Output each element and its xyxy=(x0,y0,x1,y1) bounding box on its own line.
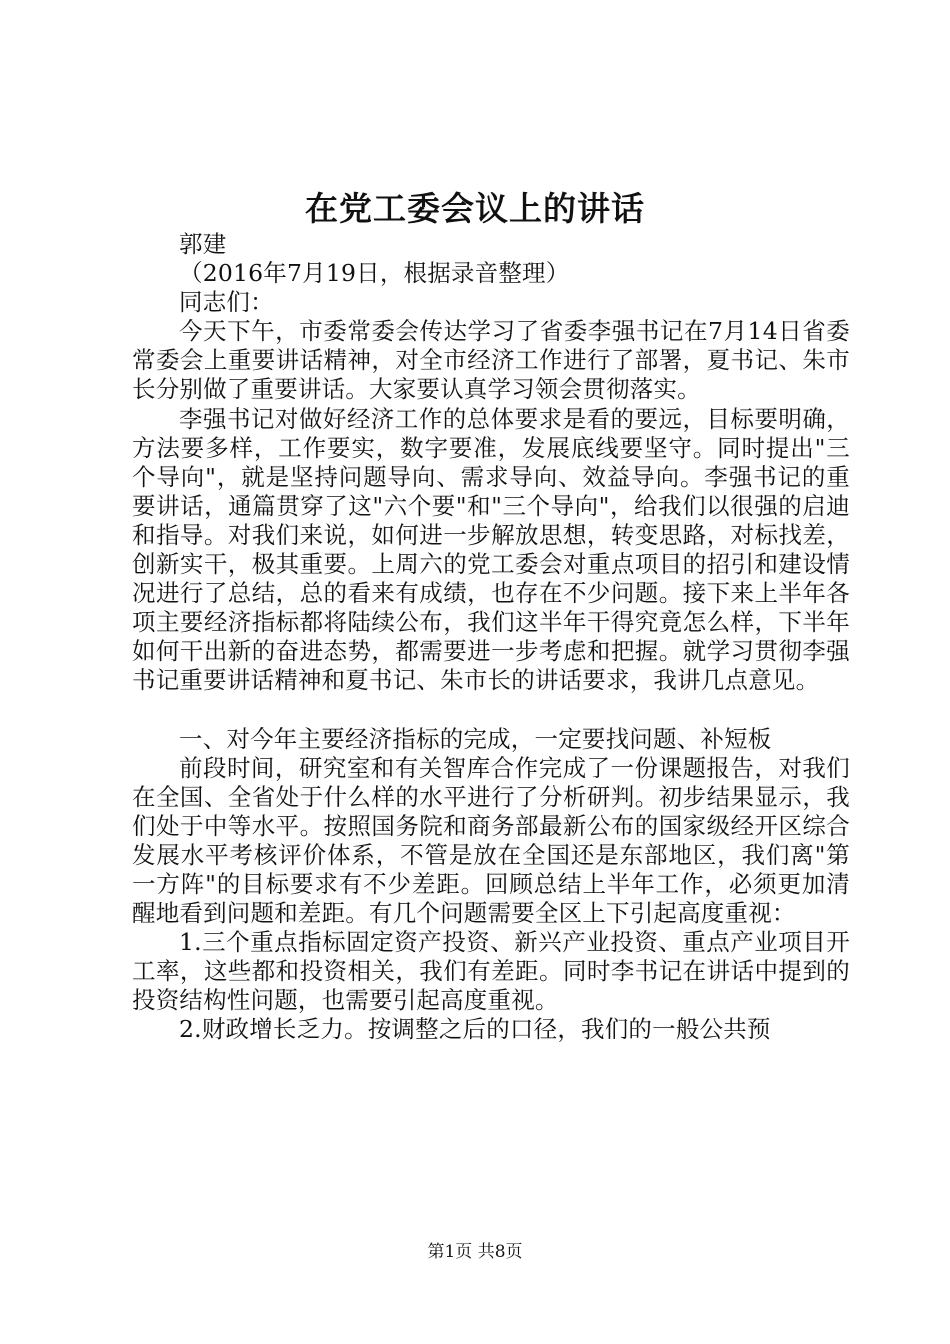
section-item-2: 2.财政增长乏力。按调整之后的口径，我们的一般公共预 xyxy=(179,1015,771,1044)
document-body xyxy=(132,230,850,1045)
date-note: （2016年7月19日，根据录音整理） xyxy=(179,259,570,288)
page-footer: 第1页 共8页 xyxy=(427,1242,523,1262)
paragraph-requirements: 李强书记对做好经济工作的总体要求是看的要远，目标要明确，方法要多样，工作要实，数字要准，发展底线要坚守。同时提出"三个导向"，就是坚持问题导向、需求导向、效益导向。李强书记的重要讲话，通篇贯穿了这"六个要"和"三个导向"，给我们以很强的启迪和指导。对我们来说，如何进一步解放思想，转变思路，对标找差，创新实干，极其重要。上周六的党工委会对重点项目的招引和建设情况进行了总结，总的看来有成绩，也存在不少问题。接下来上半年各项主要经济指标都将陆续公布，我们这半年干得究竟怎么样，下半年如何干出新的奋进态势，都需要进一步考虑和把握。就学习贯彻李强书记重要讲话精神和夏书记、朱市长的讲话要求，我讲几点意见。 xyxy=(132,404,850,695)
salutation: 同志们： xyxy=(179,288,274,317)
paragraph-intro: 今天下午，市委常委会传达学习了省委李强书记在7月14日省委常委会上重要讲话精神，对全市经济工作进行了部署，夏书记、朱市长分别做了重要讲话。大家要认真学习领会贯彻落实。 xyxy=(132,317,850,404)
section-heading: 一、对今年主要经济指标的完成，一定要找问题、补短板 xyxy=(179,724,772,753)
author-line: 郭建 xyxy=(179,230,227,258)
document-title: 在党工委会议上的讲话 xyxy=(305,189,645,228)
section-paragraph: 前段时间，研究室和有关智库合作完成了一份课题报告，对我们在全国、全省处于什么样的水平进行了分析研判。初步结果显示，我们处于中等水平。按照国务院和商务部最新公布的国家级经开区综合发展水平考核评价体系，不管是放在全国还是东部地区，我们离"第一方阵"的目标要求有不少差距。回顾总结上半年工作，必须更加清醒地看到问题和差距。有几个问题需要全区上下引起高度重视： xyxy=(132,753,850,928)
section-item-1: 1.三个重点指标固定资产投资、新兴产业投资、重点产业项目开工率，这些都和投资相关，我们有差距。同时李书记在讲话中提到的投资结构性问题，也需要引起高度重视。 xyxy=(132,928,850,1015)
